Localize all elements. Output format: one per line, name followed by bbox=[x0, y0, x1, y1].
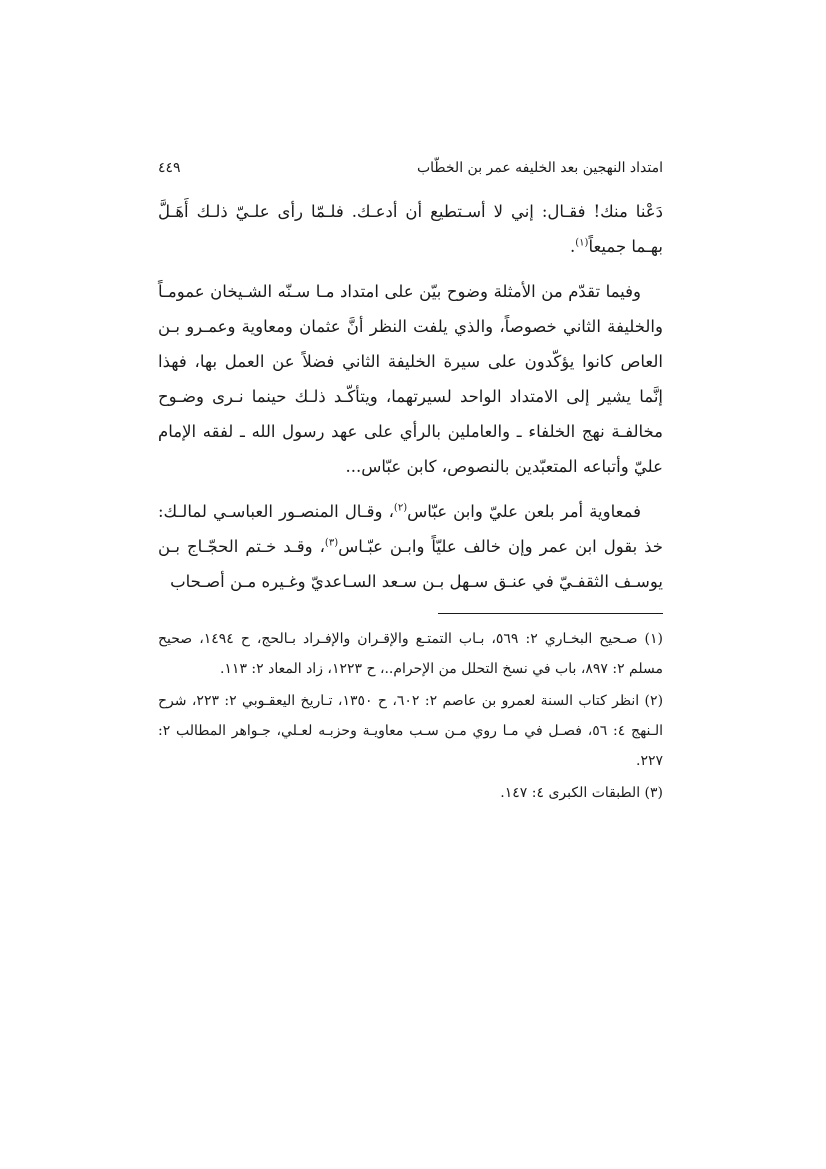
body-text bbox=[158, 194, 663, 599]
header-title: امتداد النهجين بعد الخليفه عمر بن الخطّاب bbox=[416, 160, 663, 176]
footnote-ref-1: (١) bbox=[575, 237, 589, 249]
footnotes bbox=[158, 624, 663, 808]
page-number: ٤٤٩ bbox=[158, 160, 181, 176]
footnote-1: (١) صـحيح البخـاري ٢: ٥٦٩، بـاب التمتـع والإقـران والإفـراد بـالحج، ح ١٤٩٤، صحيح مسلم ٢: ٨٩٧، باب في نسخ التحلل من الإحرام..، ح ١٢٢٣، زاد المعاد ٢: ١١٣. bbox=[158, 631, 664, 677]
running-header bbox=[158, 160, 663, 184]
paragraph-3-text-c: ، وقـد خـتم الحجّـاج بـن يوسـف الثقفـيّ في عنـق سـهل بـن سـعد السـاعديّ وغـيره مـن أصـحاب bbox=[158, 537, 663, 591]
paragraph-2: وفيما تقدّم من الأمثلة وضوح بيّن على امتداد مـا سـنّه الشـيخان عمومـاً والخليفة الثاني خصوصاً، والذي يلفت النظر أنَّ عثمان ومعاوية وعمـرو بـن العاص كانوا يؤكّدون على سيرة الخليفة الثاني فضلاً عن العمل بها، فهذا إنَّما يشير إلى الامتداد الواحد لسيرتهما، ويتأكّـد ذلـك حينما نـرى وضـوح مخالفـة نهج الخلفاء ـ والعاملين بالرأي على عهد رسول الله ـ لفقه الإمام عليّ وأتباعه المتعبّدين بالنصوص، كابن عبّاس... bbox=[158, 282, 663, 476]
paragraph-3 bbox=[158, 494, 663, 599]
paragraph-1-text: دَعْنا منك! فقـال: إني لا أسـتطيع أن أدعـك. فلـمّا رأى علـيّ ذلـك أَهَـلَّ بهـما جميعاً bbox=[158, 202, 663, 256]
paragraph-3-text-b: ، وقـال المنصـور العباسـي لمالـك: خذ بقول ابن عمر وإن خالف عليّاً وابـن عبّـاس bbox=[158, 502, 663, 556]
footnote-2: (٢) انظر كتاب السنة لعمرو بن عاصم ٢: ٦٠٢، ح ١٣٥٠، تـاريخ اليعقـوبي ٢: ٢٢٣، شرح الـنهج ٤: ٥٦، فصـل في مـا روي مـن سـب معاويـة وحزبـه لعـلي، جـواهر المطالب ٢: ٢٢٧. bbox=[158, 693, 664, 769]
footnote-ref-3: (٣) bbox=[324, 537, 339, 549]
paragraph-3-text-a: فمعاوية أمر بلعن عليّ وابن عبّاس bbox=[407, 502, 642, 521]
paragraph-1 bbox=[158, 194, 663, 264]
footnote-ref-2: (٢) bbox=[393, 502, 408, 514]
document-page bbox=[158, 160, 663, 810]
footnote-divider bbox=[438, 613, 663, 614]
paragraph-1-end: . bbox=[570, 237, 576, 256]
footnote-3: (٣) الطبقات الكبرى ٤: ١٤٧. bbox=[500, 785, 663, 801]
